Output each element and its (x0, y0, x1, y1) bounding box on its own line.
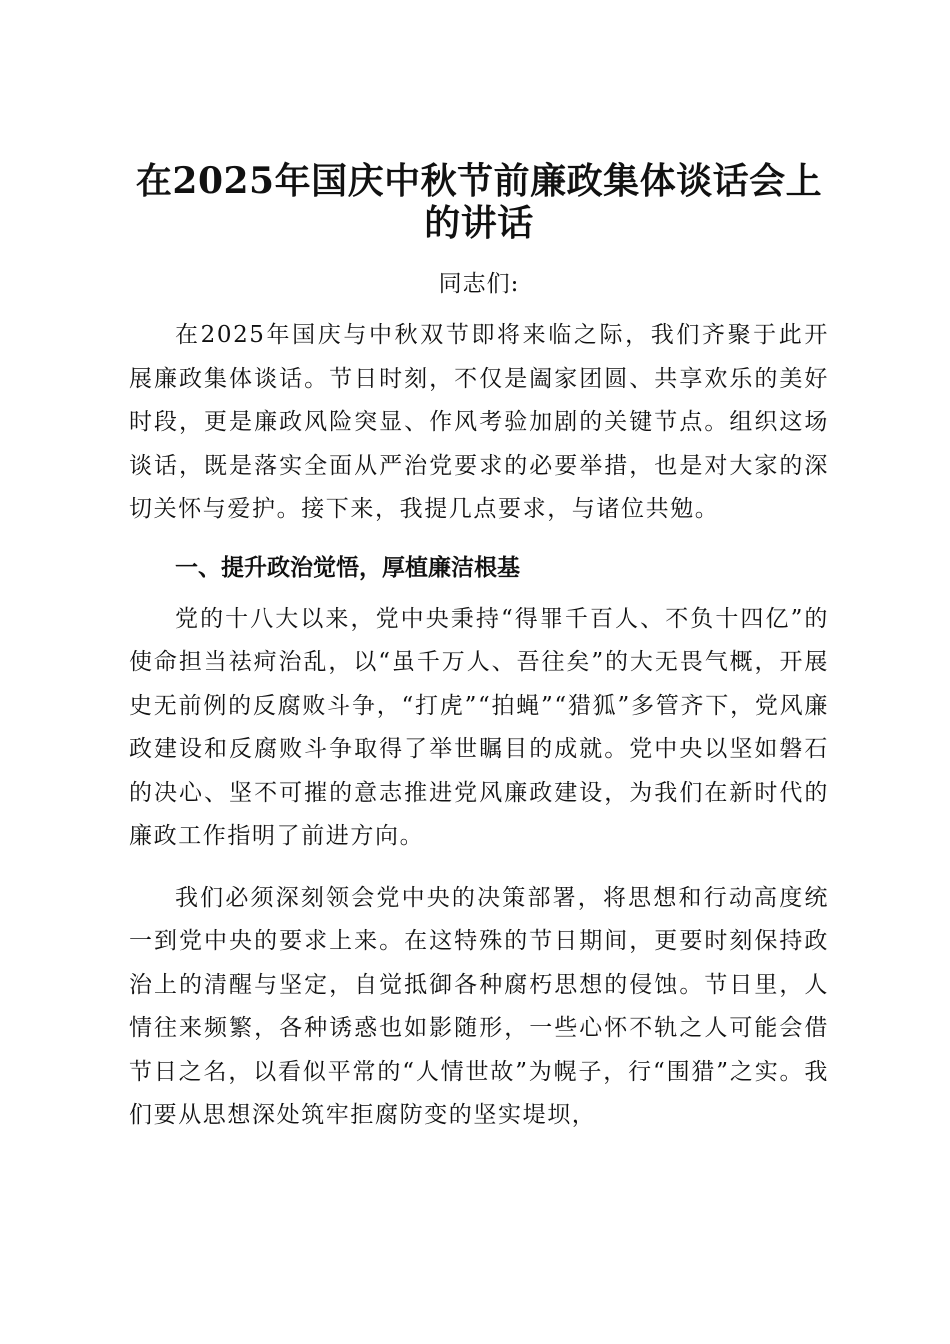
section1-paragraph-1: 党的十八大以来，党中央秉持“得罪千百人、不负十四亿”的使命担当祛疴治乱，以“虽千万人、吾往矣”的大无畏气概，开展史无前例的反腐败斗争，“打虎”“拍蝇”“猎狐”多管齐下，党风廉政建设和反腐败斗争取得了举世瞩目的成就。党中央以坚如磐石的决心、坚不可摧的意志推进党风廉政建设，为我们在新时代的廉政工作指明了前进方向。 (129, 605, 829, 849)
document-body (129, 160, 829, 1138)
section-heading-1: 一、提升政治觉悟，厚植廉洁根基 (175, 554, 520, 581)
intro-paragraph: 在2025年国庆与中秋双节即将来临之际，我们齐聚于此开展廉政集体谈话。节日时刻，不仅是阖家团圆、共享欢乐的美好时段，更是廉政风险突显、作风考验加剧的关键节点。组织这场谈话，既是落实全面从严治党要求的必要举措，也是对大家的深切关怀与爱护。接下来，我提几点要求，与诸位共勉。 (129, 322, 829, 522)
salutation: 同志们: (438, 271, 520, 297)
document-title: 在2025年国庆中秋节前廉政集体谈话会上的讲话 (135, 160, 823, 244)
section1-paragraph-2: 我们必须深刻领会党中央的决策部署，将思想和行动高度统一到党中央的要求上来。在这特殊的节日期间，更要时刻保持政治上的清醒与坚定，自觉抵御各种腐朽思想的侵蚀。节日里，人情往来频繁，各种诱惑也如影随形，一些心怀不轨之人可能会借节日之名，以看似平常的“人情世故”为幌子，行“围猎”之实。我们要从思想深处筑牢拒腐防变的坚实堤坝， (129, 884, 829, 1128)
